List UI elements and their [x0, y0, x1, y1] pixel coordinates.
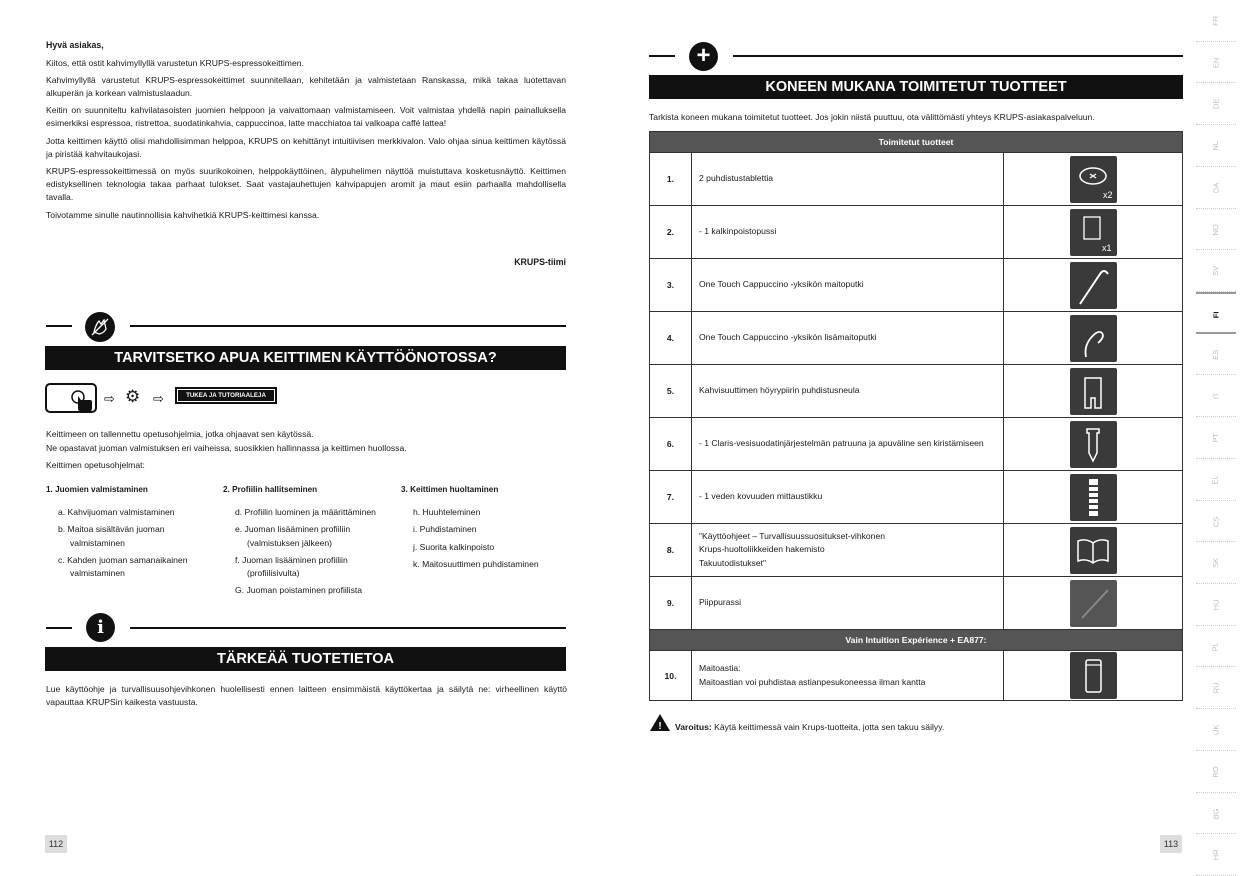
intro-para-3: Keitin on suunniteltu kahvilatasoisten juomien helppoon ja vaivattomaan valmistamiseen. Voit valmistaa yhdellä napin painalluksella esimerkiksi espressoa, ristrettoa, suodatinkahvia, cappuccinoa, latte macchiatoa tai valkoapa caffé lattea! — [46, 105, 566, 129]
descaling-bag-icon — [1070, 209, 1117, 256]
milk-tube-icon — [1070, 262, 1117, 309]
row-desc: One Touch Cappuccino -yksikön lisämaitoputki — [692, 312, 1004, 365]
column-heading: 1. Juomien valmistaminen — [46, 485, 148, 494]
row-desc: Kahvisuuttimen höyrypiirin puhdistusneula — [692, 365, 1004, 418]
signature: KRUPS-tiimi — [514, 257, 566, 267]
row-number: 9. — [650, 577, 692, 630]
row-desc: 2 puhdistustablettia — [692, 153, 1004, 206]
list-item: e. Juoman lisääminen profiiliin (valmistuksen jälkeen) — [235, 524, 351, 548]
language-tab-fi[interactable] — [1196, 292, 1236, 334]
language-code: UK — [1211, 724, 1221, 736]
language-tab-sv[interactable] — [1196, 250, 1236, 292]
language-code: HU — [1211, 599, 1221, 611]
greeting: Hyvä asiakas, — [46, 40, 104, 50]
language-code: FR — [1211, 15, 1221, 26]
test-strip-icon — [1070, 474, 1117, 521]
table-row — [650, 206, 1183, 259]
language-tab-da[interactable] — [1196, 167, 1236, 209]
row-number: 4. — [650, 312, 692, 365]
language-code: PT — [1211, 433, 1221, 443]
section-header: Vain Intuition Expérience + EA877: — [650, 630, 1183, 651]
language-tab-uk[interactable] — [1196, 709, 1236, 751]
row-desc: Maitoastia: Maitoastian voi puhdistaa astianpesukoneessa ilman kantta — [692, 651, 1004, 701]
booklet-icon — [1070, 527, 1117, 574]
important-text: Lue käyttöohje ja turvallisuusohjevihkonen huolellisesti ennen laitteen ensimmäistä käyttökertaa ja säilytä ne: virheellinen käyttö vapauttaa KRUPSin kaikesta vastuusta. — [46, 684, 567, 708]
table-header: Toimitetut tuotteet — [650, 132, 1183, 153]
language-code: DA — [1211, 182, 1221, 193]
language-tab-de[interactable] — [1196, 83, 1236, 125]
language-code: NO — [1211, 223, 1221, 236]
intro-para-6: Toivotamme sinulle nautinnollisia kahvihetkiä KRUPS-keittimesi kanssa. — [46, 210, 320, 220]
row-number: 7. — [650, 471, 692, 524]
table-row — [650, 259, 1183, 312]
page-number-right: 113 — [1160, 835, 1182, 853]
filter-cartridge-icon — [1070, 421, 1117, 468]
table-row — [650, 312, 1183, 365]
table-row — [650, 651, 1183, 701]
divider-right-3 — [733, 55, 1183, 57]
list-item: G. Juoman poistaminen profiilista — [235, 585, 363, 596]
list-item: b. Maitoa sisältävän juoman valmistaminen — [58, 524, 165, 548]
list-item: c. Kahden juoman samanaikainen valmistaminen — [58, 554, 188, 579]
extra-milk-tube-icon — [1070, 315, 1117, 362]
language-tab-it[interactable] — [1196, 375, 1236, 417]
list-item: i. Puhdistaminen — [413, 524, 477, 535]
table-row — [650, 418, 1183, 471]
list-item: d. Profiilin luominen ja määrittäminen — [235, 507, 376, 518]
language-tab-bg[interactable] — [1196, 793, 1236, 835]
touchscreen-icon — [45, 382, 99, 416]
language-code: HR — [1211, 849, 1221, 861]
pipe-cleaner-icon — [1070, 580, 1117, 627]
table-row — [650, 153, 1183, 206]
language-code: SV — [1211, 266, 1221, 277]
table-row — [650, 471, 1183, 524]
language-tab-ru[interactable] — [1196, 667, 1236, 709]
language-tab-es[interactable] — [1196, 334, 1236, 376]
intro-para-5: KRUPS-espressokeittimessä on myös suurikokoinen, helppokäyttöinen, älypuhelimen näyttöä muistuttava kosketusnäyttö. Keittimen edistyksellinen teknologia takaa parhaat tulokset. Saat vastajauhettujen kahvipapujen aromit ja maut esiin parhaalla mahdollisella tavalla. — [46, 166, 566, 203]
language-code: BG — [1211, 808, 1221, 819]
language-tab-no[interactable] — [1196, 209, 1236, 251]
gear-icon: ⚙ — [125, 387, 141, 406]
warning-label: Varoitus: — [675, 722, 712, 732]
warning-message: Käytä keittimessä vain Krups-tuotteita, jotta sen takuu säilyy. — [714, 722, 945, 732]
language-code: EN — [1211, 57, 1221, 68]
row-desc: - 1 veden kovuuden mittaustikku — [692, 471, 1004, 524]
divider-left-2 — [46, 627, 72, 629]
intro-para-2: Kahvimyllyllä varustetut KRUPS-espressokeittimet suunnitellaan, kehitetään ja valmistetaan Ranskassa, mikä takaa luotettavan alkuperän ja korkean valmistuslaadun. — [46, 75, 566, 99]
row-desc: "Käyttöohjeet – Turvallisuussuositukset-vihkonen Krups-huoltoliikkeiden hakemisto Takuutodistukset" — [692, 524, 1004, 577]
language-code: EL — [1211, 475, 1221, 485]
column-heading: 3. Keittimen huoltaminen — [401, 485, 499, 494]
row-number: 1. — [650, 153, 692, 206]
warning-icon — [649, 713, 671, 732]
language-tab-pl[interactable] — [1196, 626, 1236, 668]
help-line-2: Ne opastavat juoman valmistuksen eri vaiheissa, suosikkien hallinnassa ja keittimen huollossa. — [46, 443, 407, 453]
tutorial-column-3 — [401, 483, 571, 575]
language-code: DE — [1211, 99, 1221, 110]
list-item: j. Suorita kalkinpoisto — [413, 541, 495, 552]
divider-right-2 — [130, 627, 566, 629]
items-intro: Tarkista koneen mukana toimitetut tuotteet. Jos jokin niistä puuttuu, ota välittömästi yhteys KRUPS-asiakaspalveluun. — [649, 112, 1095, 122]
items-title: KONEEN MUKANA TOIMITETUT TUOTTEET — [649, 75, 1183, 99]
language-code: SK — [1211, 558, 1221, 569]
warning-text — [675, 722, 944, 732]
language-tab-nl[interactable] — [1196, 125, 1236, 167]
language-code: FI — [1211, 311, 1221, 319]
page-number-left: 112 — [45, 835, 67, 853]
list-item: a. Kahvijuoman valmistaminen — [58, 507, 175, 518]
language-tabs — [1196, 0, 1240, 876]
tablet-icon — [1070, 156, 1117, 203]
language-code: CS — [1211, 516, 1221, 527]
language-tab-en[interactable] — [1196, 42, 1236, 84]
info-icon: i — [86, 613, 115, 642]
divider-left-3 — [649, 55, 675, 57]
tutorial-column-2 — [223, 483, 393, 601]
language-tab-el[interactable] — [1196, 459, 1236, 501]
qty-label: x2 — [1102, 189, 1113, 200]
items-table — [649, 131, 1183, 701]
row-number: 8. — [650, 524, 692, 577]
tutorial-button[interactable]: TUKEA JA TUTORIAALEJA — [175, 387, 277, 404]
arrow-right-icon-2: ⇨ — [153, 391, 164, 406]
column-heading: 2. Profiilin hallitseminen — [223, 485, 318, 494]
list-item: h. Huuhteleminen — [413, 507, 481, 518]
language-tab-ro[interactable] — [1196, 751, 1236, 793]
tutorials-label: Keittimen opetusohjelmat: — [46, 460, 145, 470]
table-row — [650, 577, 1183, 630]
row-desc: - 1 kalkinpoistopussi — [692, 206, 1004, 259]
table-row — [650, 524, 1183, 577]
language-code: RO — [1211, 766, 1221, 778]
row-desc: Piippurassi — [692, 577, 1004, 630]
help-title: TARVITSETKO APUA KEITTIMEN KÄYTTÖÖNOTOSSA? — [45, 346, 566, 370]
row-number: 2. — [650, 206, 692, 259]
row-number: 6. — [650, 418, 692, 471]
language-code: NL — [1211, 141, 1221, 151]
help-line-1: Keittimeen on tallennettu opetusohjelmia, jotka ohjaavat sen käytössä. — [46, 429, 314, 439]
language-code: ES — [1211, 349, 1221, 360]
row-number: 10. — [650, 651, 692, 701]
tutorial-column-1 — [46, 483, 216, 584]
important-title: TÄRKEÄÄ TUOTETIETOA — [45, 647, 566, 671]
intro-para-1: Kiitos, että ostit kahvimyllyllä varustetun KRUPS-espressokeittimen. — [46, 58, 304, 68]
plus-icon: + — [689, 42, 718, 71]
table-row — [650, 365, 1183, 418]
row-number: 3. — [650, 259, 692, 312]
svg-text:!: ! — [658, 721, 662, 732]
language-tab-pt[interactable] — [1196, 417, 1236, 459]
arrow-right-icon: ⇨ — [104, 391, 115, 406]
list-item: f. Juoman lisääminen profiiliin (profiilisivulta) — [235, 554, 348, 579]
language-tab-cs[interactable] — [1196, 501, 1236, 543]
language-code: RU — [1211, 682, 1221, 694]
language-code: IT — [1211, 392, 1221, 400]
cleaning-needle-icon — [1070, 368, 1117, 415]
divider-left — [46, 325, 72, 327]
language-code: PL — [1211, 641, 1221, 652]
row-number: 5. — [650, 365, 692, 418]
language-tab-fr[interactable] — [1196, 0, 1236, 42]
milk-jug-icon — [1070, 652, 1117, 699]
qty-label: x1 — [1101, 242, 1112, 253]
no-hands-icon — [85, 312, 115, 342]
row-desc: One Touch Cappuccino -yksikön maitoputki — [692, 259, 1004, 312]
list-item: k. Maitosuuttimen puhdistaminen — [413, 558, 539, 569]
language-tab-sk[interactable] — [1196, 542, 1236, 584]
language-tab-hr[interactable] — [1196, 834, 1236, 876]
row-desc: - 1 Claris-vesisuodatinjärjestelmän patruuna ja apuväline sen kiristämiseen — [692, 418, 1004, 471]
language-tab-hu[interactable] — [1196, 584, 1236, 626]
divider-right — [130, 325, 566, 327]
intro-para-4: Jotta keittimen käyttö olisi mahdollisimman helppoa, KRUPS on kehittänyt intuitiivisen merkkivalon. Valo ohjaa sinua keittimen käytössä ja piristää kahvitaukojasi. — [46, 136, 566, 160]
